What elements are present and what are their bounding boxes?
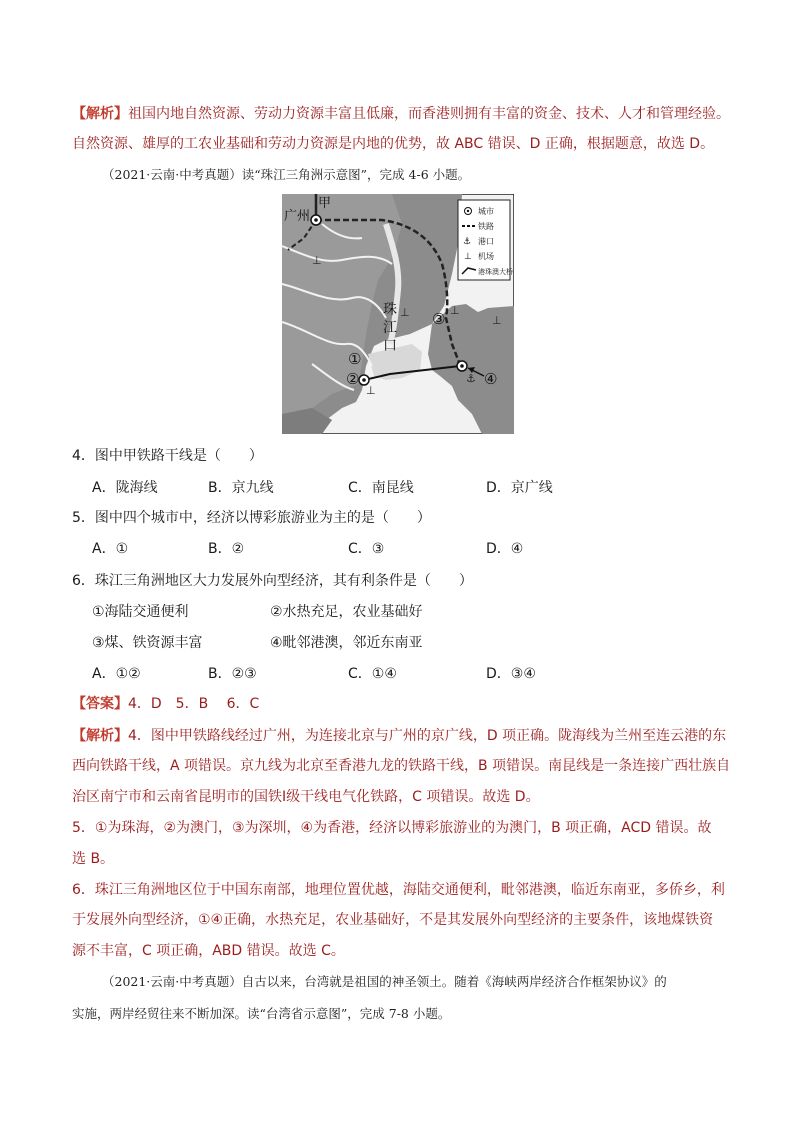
airport-icon-5: ⊥ [492, 314, 502, 327]
analysis-1-line-1: 【解析】祖国内地自然资源、劳动力资源丰富且低廉，而香港则拥有丰富的资金、技术、人才和管理经验。 [72, 106, 730, 122]
label-guangzhou: 广州 [284, 209, 311, 224]
question-5-option-c[interactable]: C．③ [348, 541, 385, 557]
label-city-3: ③ [432, 310, 446, 328]
label-city-4: ④ [484, 370, 498, 388]
answer-tag: 【答案】 [72, 696, 128, 712]
port-icon: ⚓ [463, 237, 472, 247]
question-4-option-d[interactable]: D．京广线 [486, 480, 553, 496]
question-6-option-b[interactable]: B．②③ [208, 666, 257, 682]
airport-icon-4: ⊥ [366, 384, 376, 397]
pearl-river-delta-map [282, 194, 514, 434]
map-svg [282, 194, 514, 434]
analysis-2-line-6: 6．珠江三角洲地区位于中国东南部，地理位置优越，海陆交通便利，毗邻港澳，临近东南亚，多侨乡，利 [72, 882, 725, 898]
question-6-option-a[interactable]: A．①② [92, 666, 141, 682]
question-5-stem: 5．图中四个城市中，经济以博彩旅游业为主的是（ ） [72, 510, 431, 526]
question-6-condition-1: ①海陆交通便利 [92, 604, 189, 620]
label-city-2: ② [346, 370, 360, 388]
question-source-1: （2021·云南·中考真题）读“珠江三角洲示意图”，完成 4-6 小题。 [102, 167, 471, 182]
analysis-2-line-7: 于发展外向型经济，①④正确，水热充足，农业基础好，不是其发展外向型经济的主要条件，该地煤铁资 [72, 912, 714, 928]
question-6-condition-2: ②水热充足，农业基础好 [270, 604, 423, 620]
port-icon-4: ⚓ [466, 372, 476, 385]
airport-icon-3: ⊥ [450, 304, 460, 317]
question-source-2-line-2: 实施，两岸经贸往来不断加深。读“台湾省示意图”，完成 7-8 小题。 [72, 1006, 451, 1021]
legend-label-bridge: 港珠澳大桥 [478, 268, 513, 276]
legend-label-railway: 铁路 [478, 222, 494, 231]
question-6-stem: 6．珠江三角洲地区大力发展外向型经济，其有利条件是（ ） [72, 573, 473, 589]
question-6-condition-3: ③煤、铁资源丰富 [92, 635, 203, 651]
analysis-1-line-2: 自然资源、雄厚的工农业基础和劳动力资源是内地的优势，故 ABC 错误、D 正确，根据题意，故选 D。 [72, 136, 715, 152]
question-4-option-a[interactable]: A．陇海线 [92, 480, 158, 496]
guangzhou-city-dot [314, 218, 318, 222]
question-source-2-line-1: （2021·云南·中考真题）自古以来，台湾就是祖国的神圣领土。随着《海峡两岸经济合作框架协议》的 [102, 974, 667, 989]
question-4-option-c[interactable]: C．南昆线 [348, 480, 414, 496]
analysis-2-line-1: 【解析】4．图中甲铁路线经过广州，为连接北京与广州的京广线，D 项正确。陇海线为兰州至连云港的东 [72, 728, 727, 744]
label-city-1: ① [348, 350, 362, 368]
question-4-stem: 4．图中甲铁路干线是（ ） [72, 448, 263, 464]
question-4-option-b[interactable]: B．京九线 [208, 480, 274, 496]
question-6-option-d[interactable]: D．③④ [486, 666, 536, 682]
question-5-option-a[interactable]: A．① [92, 541, 129, 557]
legend-label-port: 港口 [478, 237, 494, 246]
analysis-2-line-8: 源不丰富，C 项正确，ABD 错误。故选 C。 [72, 943, 345, 959]
label-jiang: 江 [383, 320, 397, 336]
airport-icon-2: ⊥ [400, 306, 410, 319]
airport-icon-1: ⊥ [312, 254, 322, 267]
answer-line [72, 694, 732, 714]
analysis-2-line-5: 选 B。 [72, 851, 115, 867]
analysis-2-line-4: 5．①为珠海，②为澳门，③为深圳，④为香港，经济以博彩旅游业的为澳门，B 项正确，ACD 错误。故 [72, 820, 712, 836]
question-5-option-b[interactable]: B．② [208, 541, 245, 557]
question-5-option-d[interactable]: D．④ [486, 541, 524, 557]
question-6-option-c[interactable]: C．①④ [348, 666, 397, 682]
analysis-2-line-2: 西向铁路干线，A 项错误。京九线为北京至香港九龙的铁路干线，B 项错误。南昆线是一条连接广西壮族自 [72, 758, 731, 774]
legend-label-airport: 机场 [478, 252, 494, 261]
question-6-condition-4: ④毗邻港澳，邻近东南亚 [270, 635, 423, 651]
label-zhu: 珠 [383, 302, 397, 318]
analysis-tag: 【解析】 [72, 106, 128, 122]
label-kou: 口 [383, 338, 397, 354]
airport-icon: ⊥ [464, 252, 472, 262]
legend-label-city: 城市 [478, 207, 494, 216]
label-jia: 甲 [318, 196, 332, 211]
answer-text: 4．D 5．B 6．C [128, 696, 260, 712]
analysis-2-line-3: 治区南宁市和云南省昆明市的国铁Ⅰ级干线电气化铁路，C 项错误。故选 D。 [72, 789, 540, 805]
analysis-tag: 【解析】 [72, 728, 128, 744]
